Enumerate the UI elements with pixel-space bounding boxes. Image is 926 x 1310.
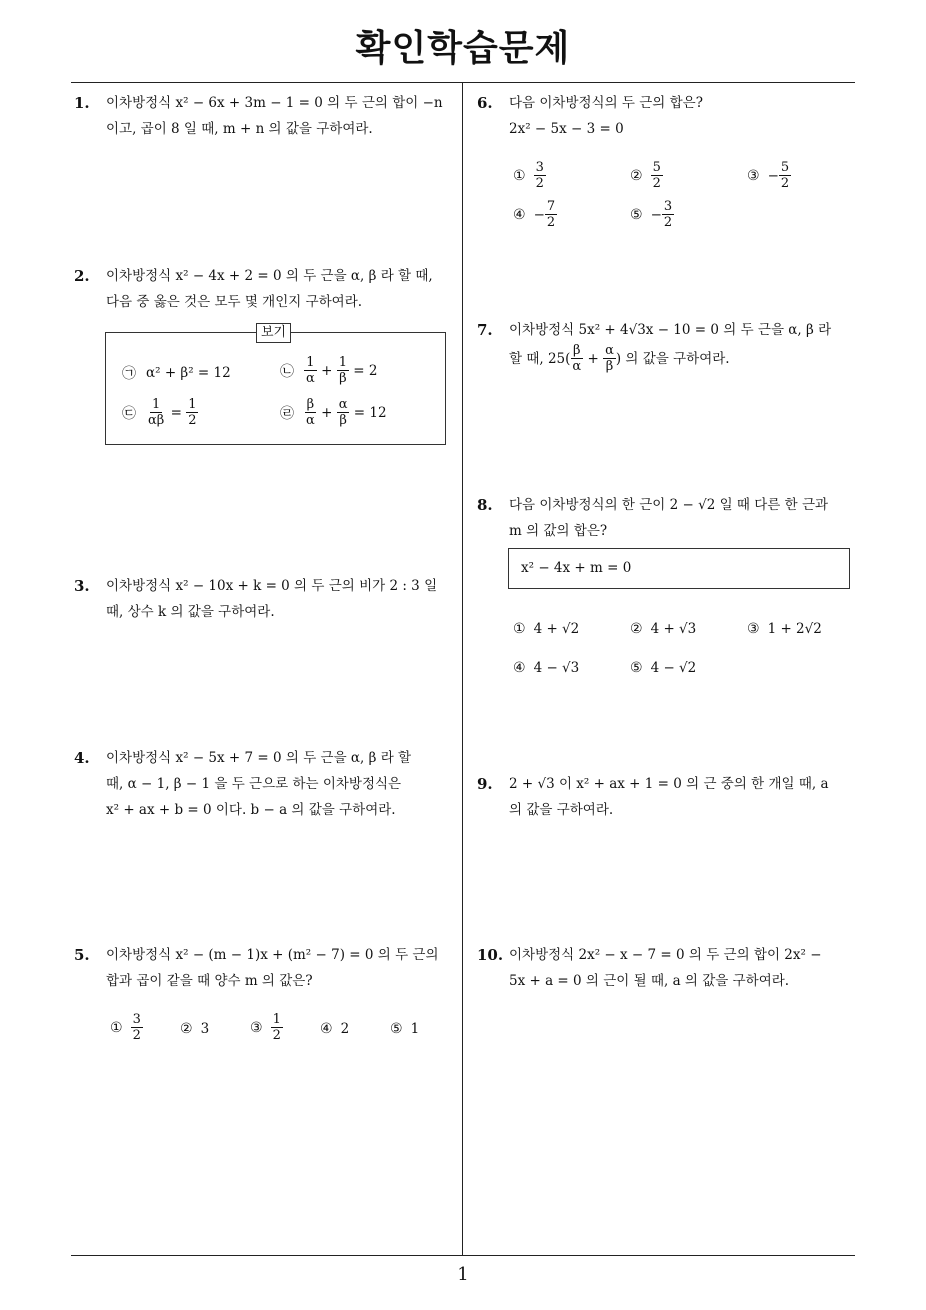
question-text-line: 때, 상수 k 의 값을 구하여라. <box>106 604 275 620</box>
bogi-item: ㉡ $\frac{1}{\alpha}$ + $\frac{1}{\beta}$ = 2 <box>280 355 378 386</box>
question-text-line: 이고, 곱이 8 일 때, m + n 의 값을 구하여라. <box>106 121 373 137</box>
question-7 <box>477 317 857 374</box>
fraction: $\frac{1}{2}$ <box>188 397 197 428</box>
top-rule <box>71 82 855 83</box>
bogi-label: 보기 <box>256 323 291 343</box>
question-9 <box>477 771 857 823</box>
choice-3[interactable]: ③ 1 + 2√2 <box>747 621 822 637</box>
question-8 <box>477 492 857 544</box>
question-number: 9. <box>477 775 493 793</box>
question-text-line: 2 + √3 이 x² + ax + 1 = 0 의 근 중의 한 개일 때, a <box>509 776 829 792</box>
question-number: 8. <box>477 496 493 514</box>
fraction: $\frac{1}{\alpha\beta}$ <box>148 397 165 428</box>
fraction: $\frac{3}{2}$ <box>132 1012 141 1043</box>
question-text-line: 이차방정식 x² − 6x + 3m − 1 = 0 의 두 근의 합이 −n <box>106 95 443 111</box>
fraction: $\frac{\beta}{\alpha}$ <box>572 343 582 374</box>
question-text-line: 합과 곱이 같을 때 양수 m 의 값은? <box>106 973 313 989</box>
question-text-line: m 의 값의 합은? <box>509 523 608 539</box>
question-text-line: 다음 중 옳은 것은 모두 몇 개인지 구하여라. <box>106 294 363 310</box>
question-text-line: 이차방정식 x² − (m − 1)x + (m² − 7) = 0 의 두 근의 <box>106 947 439 963</box>
question-text-line: 다음 이차방정식의 두 근의 합은? <box>509 95 703 111</box>
fraction: $\frac{\alpha}{\beta}$ <box>605 343 614 374</box>
bogi-item-mark: ㉠ <box>122 366 136 382</box>
question-1 <box>74 90 462 142</box>
fraction: $\frac{7}{2}$ <box>546 199 556 230</box>
choice-3[interactable]: ③ $\frac{1}{2}$ <box>250 1012 281 1043</box>
fraction: $\frac{5}{2}$ <box>780 160 790 191</box>
bogi-item-mark: ㉢ <box>122 405 136 422</box>
fraction: $\frac{1}{2}$ <box>272 1012 281 1043</box>
question-text-line: 할 때, 25( $\frac{\beta}{\alpha}$ + $\frac{\alpha}{\beta}$ ) 의 값을 구하여라. <box>509 343 730 374</box>
question-text-line: 이차방정식 x² − 10x + k = 0 의 두 근의 비가 2 : 3 일 <box>106 578 438 594</box>
question-6 <box>477 90 857 142</box>
choice-4[interactable]: ④ 4 − √3 <box>513 660 580 676</box>
choice-5[interactable]: ⑤ − $\frac{3}{2}$ <box>630 199 673 230</box>
choice-4[interactable]: ④ 2 <box>320 1021 350 1037</box>
question-number: 5. <box>74 946 90 964</box>
choice-4[interactable]: ④ − $\frac{7}{2}$ <box>513 199 556 230</box>
question-text-line: 다음 이차방정식의 한 근이 2 − √2 일 때 다른 한 근과 <box>509 497 829 513</box>
fraction: $\frac{5}{2}$ <box>652 160 661 191</box>
question-10 <box>477 942 857 994</box>
page-number: 1 <box>457 1264 469 1285</box>
choice-1[interactable]: ① 4 + √2 <box>513 621 580 637</box>
question-2 <box>74 263 462 315</box>
question-number: 4. <box>74 749 90 767</box>
question-text-line: x² + ax + b = 0 이다. b − a 의 값을 구하여라. <box>106 802 396 818</box>
bogi-item <box>122 363 231 383</box>
choice-1[interactable]: ① $\frac{3}{2}$ <box>110 1012 141 1043</box>
question-text-line: 의 값을 구하여라. <box>509 802 614 818</box>
bogi-item: ㉣ $\frac{\beta}{\alpha}$ + $\frac{\alpha}{\beta}$ = 12 <box>280 397 387 428</box>
page-title: 확인학습문제 <box>355 28 571 69</box>
question-text-line: 이차방정식 2x² − x − 7 = 0 의 두 근의 합이 2x² − <box>509 947 822 963</box>
choice-3[interactable]: ③ − $\frac{5}{2}$ <box>747 160 790 191</box>
bogi-item-mark: ㉣ <box>280 405 294 422</box>
question-4 <box>74 745 462 823</box>
fraction: $\frac{\beta}{\alpha}$ <box>306 397 315 428</box>
question-number: 10. <box>477 946 504 964</box>
bogi-item-mark: ㉡ <box>280 363 294 380</box>
fraction: $\frac{1}{\beta}$ <box>338 355 347 386</box>
question-text-line: 5x + a = 0 의 근이 될 때, a 의 값을 구하여라. <box>509 973 790 989</box>
choice-5[interactable]: ⑤ 4 − √2 <box>630 660 697 676</box>
bogi-item: ㉢ $\frac{1}{\alpha\beta}$ = $\frac{1}{2}$ <box>122 397 197 428</box>
column-divider <box>462 83 463 1255</box>
choice-1[interactable]: ① $\frac{3}{2}$ <box>513 160 544 191</box>
question-number: 1. <box>74 94 90 112</box>
bottom-rule <box>71 1255 855 1256</box>
fraction: $\frac{3}{2}$ <box>535 160 544 191</box>
question-number: 2. <box>74 267 90 285</box>
question-text-line: 이차방정식 5x² + 4√3x − 10 = 0 의 두 근을 α, β 라 <box>509 322 832 338</box>
equation-box: x² − 4x + m = 0 <box>508 548 850 589</box>
question-text-line: 2x² − 5x − 3 = 0 <box>509 121 624 137</box>
question-number: 3. <box>74 577 90 595</box>
question-3 <box>74 573 462 625</box>
question-5 <box>74 942 462 994</box>
choice-2[interactable]: ② $\frac{5}{2}$ <box>630 160 661 191</box>
question-number: 7. <box>477 321 493 339</box>
fraction: $\frac{\alpha}{\beta}$ <box>338 397 348 428</box>
fraction: $\frac{1}{\alpha}$ <box>306 355 315 386</box>
bogi-item-text: α² + β² = 12 <box>146 365 231 381</box>
question-text-line: 때, α − 1, β − 1 을 두 근으로 하는 이차방정식은 <box>106 776 402 792</box>
question-text-line: 이차방정식 x² − 5x + 7 = 0 의 두 근을 α, β 라 할 <box>106 750 412 766</box>
question-number: 6. <box>477 94 493 112</box>
choice-2[interactable]: ② 3 <box>180 1021 210 1037</box>
fraction: $\frac{3}{2}$ <box>663 199 673 230</box>
question-text-line: 이차방정식 x² − 4x + 2 = 0 의 두 근을 α, β 라 할 때, <box>106 268 433 284</box>
bogi-box <box>105 325 446 445</box>
choice-5[interactable]: ⑤ 1 <box>390 1021 420 1037</box>
choice-2[interactable]: ② 4 + √3 <box>630 621 697 637</box>
